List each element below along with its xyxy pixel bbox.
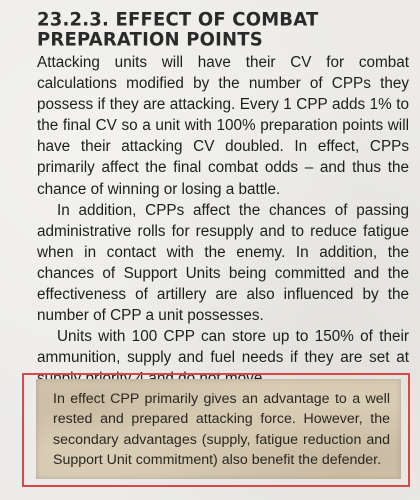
section-body (37, 52, 409, 390)
paragraph-administrative-rolls: In addition, CPPs affect the chances of passing administrative rolls for resupply and to reduce fatigue when in contact with the enemy. In addition, the chances of Support Units being committed and the effectiveness of artillery are also influenced by the number of CPP a unit possesses. (37, 201, 409, 325)
note-text: In effect CPP primarily gives an advantage to a well rested and prepared attacking force. However, the secondary advantages (supply, fatigue reduction and Support Unit commitment) also benefit the defender. (53, 391, 390, 469)
section-heading: 23.2.3. EFFECT OF COMBAT PREPARATION POINTS (37, 8, 319, 51)
paragraph-combat-value: Attacking units will have their CV for combat calculations modified by the number of CPPs they possess if they are attacking. Every 1 CPP adds 1% to the final CV so a unit with 100% preparation points will have their attacking CV doubled. In effect, CPPs primarily affect the final combat odds – and thus the chance of winning or losing a battle. (37, 54, 409, 198)
paragraph-supply-storage: Units with 100 CPP can store up to 150% of their ammunition, supply and fuel needs if they are set at (37, 328, 409, 367)
